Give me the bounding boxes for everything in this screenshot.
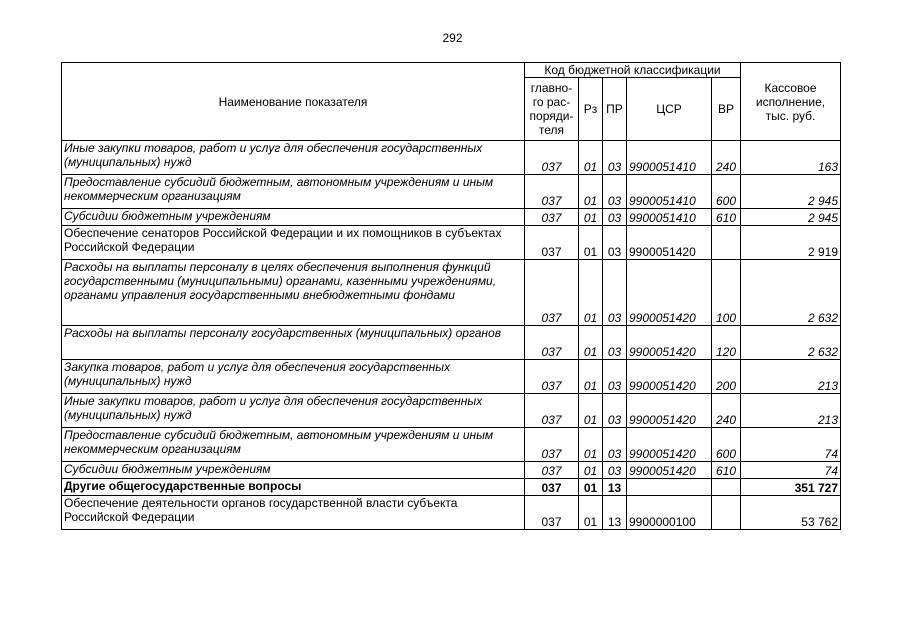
- cell-gr: 037: [525, 360, 579, 394]
- cell-pr: 13: [603, 479, 627, 496]
- table-row: [62, 360, 841, 394]
- cell-gr: 037: [525, 175, 579, 209]
- table-row: [62, 326, 841, 360]
- cell-vr: 600: [712, 428, 741, 462]
- header-vr: ВР: [712, 78, 741, 141]
- table-row: [62, 226, 841, 260]
- cell-amount: 74: [741, 462, 841, 479]
- cell-vr: [712, 226, 741, 260]
- cell-csr: 9900051420: [627, 260, 712, 326]
- cell-rz: 01: [579, 360, 603, 394]
- cell-rz: 01: [579, 260, 603, 326]
- cell-name: Расходы на выплаты персоналу в целях обеспечения выполнения функций государственными (муниципальными) органами, казенными учреждениями, органами управления государственными внебюджетными фондами: [62, 260, 525, 326]
- cell-gr: 037: [525, 428, 579, 462]
- cell-rz: 01: [579, 326, 603, 360]
- table-row: [62, 141, 841, 175]
- cell-vr: 100: [712, 260, 741, 326]
- table-row: [62, 175, 841, 209]
- cell-rz: 01: [579, 226, 603, 260]
- cell-pr: 03: [603, 360, 627, 394]
- cell-rz: 01: [579, 428, 603, 462]
- cell-gr: 037: [525, 462, 579, 479]
- cell-csr: 9900051420: [627, 360, 712, 394]
- cell-amount: 2 945: [741, 209, 841, 226]
- cell-gr: 037: [525, 209, 579, 226]
- budget-execution-table: [61, 62, 841, 530]
- cell-gr: 037: [525, 141, 579, 175]
- cell-csr: [627, 479, 712, 496]
- cell-vr: 610: [712, 209, 741, 226]
- cell-pr: 03: [603, 175, 627, 209]
- cell-name: Иные закупки товаров, работ и услуг для обеспечения государственных (муниципальных) нужд: [62, 141, 525, 175]
- cell-pr: 13: [603, 496, 627, 530]
- cell-rz: 01: [579, 496, 603, 530]
- header-rz: Рз: [579, 78, 603, 141]
- cell-name: Другие общегосударственные вопросы: [62, 479, 525, 496]
- header-csr: ЦСР: [627, 78, 712, 141]
- cell-amount: 351 727: [741, 479, 841, 496]
- cell-vr: 120: [712, 326, 741, 360]
- cell-amount: 53 762: [741, 496, 841, 530]
- cell-amount: 213: [741, 360, 841, 394]
- cell-pr: 03: [603, 226, 627, 260]
- cell-gr: 037: [525, 226, 579, 260]
- header-row: [62, 63, 841, 78]
- cell-vr: 610: [712, 462, 741, 479]
- header-code-group: Код бюджетной классификации: [525, 63, 741, 78]
- cell-rz: 01: [579, 141, 603, 175]
- cell-pr: 03: [603, 428, 627, 462]
- cell-pr: 03: [603, 209, 627, 226]
- cell-gr: 037: [525, 260, 579, 326]
- header-name: Наименование показателя: [62, 63, 525, 141]
- cell-csr: 9900051420: [627, 226, 712, 260]
- cell-gr: 037: [525, 479, 579, 496]
- cell-vr: 240: [712, 394, 741, 428]
- cell-amount: 213: [741, 394, 841, 428]
- cell-name: Закупка товаров, работ и услуг для обеспечения государственных (муниципальных) нужд: [62, 360, 525, 394]
- cell-rz: 01: [579, 462, 603, 479]
- cell-name: Субсидии бюджетным учреждениям: [62, 462, 525, 479]
- cell-pr: 03: [603, 462, 627, 479]
- cell-rz: 01: [579, 209, 603, 226]
- table-row: [62, 260, 841, 326]
- cell-gr: 037: [525, 326, 579, 360]
- table-row: [62, 209, 841, 226]
- cell-vr: [712, 479, 741, 496]
- cell-amount: 74: [741, 428, 841, 462]
- cell-name: Обеспечение деятельности органов государственной власти субъекта Российской Федерации: [62, 496, 525, 530]
- table-row: [62, 428, 841, 462]
- cell-pr: 03: [603, 141, 627, 175]
- cell-amount: 163: [741, 141, 841, 175]
- cell-vr: 240: [712, 141, 741, 175]
- table-row: [62, 496, 841, 530]
- cell-rz: 01: [579, 479, 603, 496]
- cell-csr: 9900051410: [627, 209, 712, 226]
- cell-amount: 2 919: [741, 226, 841, 260]
- header-amount: Кассовое исполнение, тыс. руб.: [741, 63, 841, 141]
- table-row: [62, 479, 841, 496]
- cell-pr: 03: [603, 260, 627, 326]
- header-pr: ПР: [603, 78, 627, 141]
- cell-name: Иные закупки товаров, работ и услуг для обеспечения государственных (муниципальных) нужд: [62, 394, 525, 428]
- header-gr: главно-го рас-поряди-теля: [525, 78, 579, 141]
- cell-name: Предоставление субсидий бюджетным, автономным учреждениям и иным некоммерческим организациям: [62, 175, 525, 209]
- table-row: [62, 462, 841, 479]
- cell-csr: 9900051420: [627, 326, 712, 360]
- cell-csr: 9900051420: [627, 394, 712, 428]
- cell-pr: 03: [603, 394, 627, 428]
- cell-vr: 600: [712, 175, 741, 209]
- cell-amount: 2 632: [741, 260, 841, 326]
- cell-gr: 037: [525, 394, 579, 428]
- cell-pr: 03: [603, 326, 627, 360]
- cell-name: Расходы на выплаты персоналу государственных (муниципальных) органов: [62, 326, 525, 360]
- cell-amount: 2 945: [741, 175, 841, 209]
- cell-csr: 9900051410: [627, 141, 712, 175]
- cell-gr: 037: [525, 496, 579, 530]
- cell-vr: 200: [712, 360, 741, 394]
- cell-name: Субсидии бюджетным учреждениям: [62, 209, 525, 226]
- page-number: 292: [442, 31, 463, 45]
- cell-amount: 2 632: [741, 326, 841, 360]
- cell-name: Предоставление субсидий бюджетным, автономным учреждениям и иным некоммерческим организациям: [62, 428, 525, 462]
- cell-csr: 9900051420: [627, 462, 712, 479]
- cell-csr: 9900000100: [627, 496, 712, 530]
- table-row: [62, 394, 841, 428]
- cell-vr: [712, 496, 741, 530]
- cell-rz: 01: [579, 394, 603, 428]
- cell-name: Обеспечение сенаторов Российской Федерации и их помощников в субъектах Российской Федерации: [62, 226, 525, 260]
- cell-csr: 9900051410: [627, 175, 712, 209]
- cell-rz: 01: [579, 175, 603, 209]
- cell-csr: 9900051420: [627, 428, 712, 462]
